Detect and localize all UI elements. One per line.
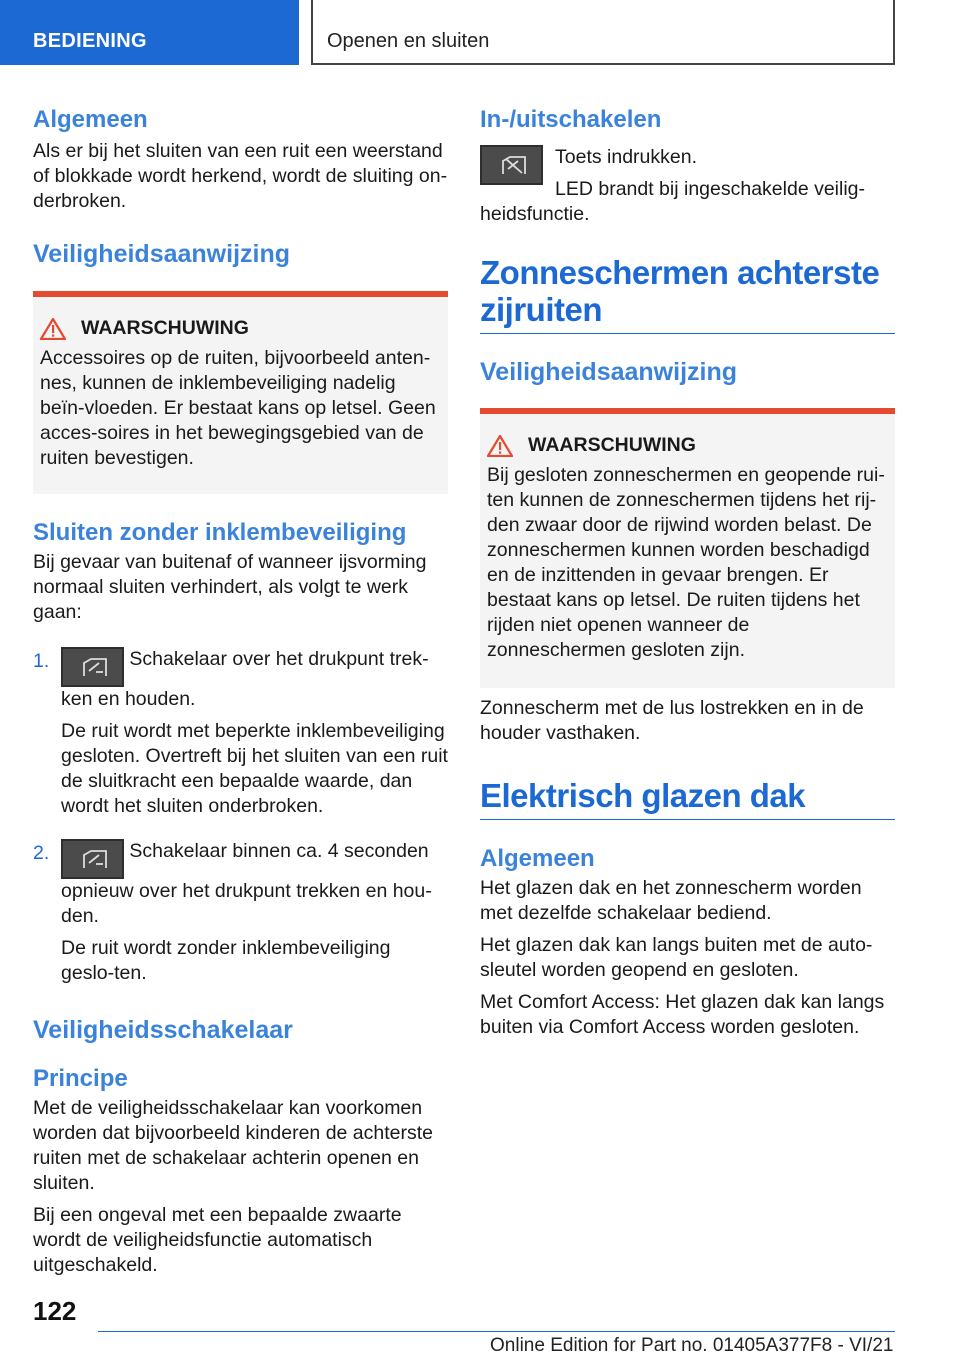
step2-subtext: De ruit wordt zonder inklembeveiliging geslo-ten. (61, 937, 391, 984)
step2-text: Schakelaar binnen ca. 4 seconden opnieuw over het drukpunt trekken en hou-den. (61, 840, 432, 927)
warning-label: WAARSCHUWING (528, 434, 696, 456)
window-switch-button-image (61, 647, 124, 687)
page-number: 122 (33, 1296, 77, 1326)
step1-text: Schakelaar over het drukpunt trek-ken en houden. (61, 648, 429, 710)
window-switch-icon (81, 849, 109, 871)
paragraph-principe-1: Met de veiligheidsschakelaar kan voorkomen worden dat bijvoorbeeld kinderen de achterste ruiten met de schakelaar achterin openen en sluiten. (33, 1097, 434, 1194)
paragraph-dak-1: Het glazen dak en het zonnescherm worden met dezelfde schakelaar bediend. (480, 877, 862, 924)
chapter-label: Openen en sluiten (327, 30, 490, 52)
warning-text: Bij gesloten zonneschermen en geopende rui-ten kunnen de zonneschermen tijdens het rij-den zwaar door de rijwind worden belast. De zonneschermen kunnen worden beschadigd en de inzittenden in gevaar brengen. Er bestaat kans op letsel. De ruiten tijdens het rijden niet openen wanneer de zonneschermen gesloten zijn. (487, 464, 885, 661)
warning-header (487, 434, 887, 457)
heading-glazen-dak (480, 777, 895, 820)
inuit-text-2: LED brandt bij ingeschakelde veilig-heidsfunctie. (480, 178, 866, 225)
heading-sluiten: Sluiten zonder inklembeveiliging (33, 519, 407, 546)
inuit-text-1: Toets indrukken. (555, 146, 697, 168)
warning-box (480, 408, 895, 688)
section-tab (0, 0, 299, 65)
warning-label: WAARSCHUWING (81, 317, 249, 339)
safety-switch-icon (500, 155, 528, 177)
paragraph-principe-2: Bij een ongeval met een bepaalde zwaarte wordt de veiligheidsfunctie automatisch uitgeschakeld. (33, 1204, 402, 1276)
paragraph-algemeen: Als er bij het sluiten van een ruit een weerstand of blokkade wordt herkend, wordt de sluiting on-derbroken. (33, 140, 448, 212)
heading-zonneschermen (480, 254, 895, 334)
paragraph-sluiten: Bij gevaar van buitenaf of wanneer ijsvorming normaal sluiten verhindert, als volgt te werk gaan: (33, 551, 427, 623)
warning-triangle-icon (487, 435, 513, 457)
left-column (33, 100, 448, 1278)
footer-edition: Online Edition for Part no. 01405A377F8 - VI/21 (490, 1335, 894, 1356)
inuit-block (480, 145, 895, 227)
footer-rule (98, 1331, 895, 1332)
heading-algemeen-2: Algemeen (480, 845, 595, 872)
zonneschermen-title: Zonneschermen achterste zijruiten (480, 254, 895, 334)
paragraph-zonnescherm: Zonnescherm met de lus lostrekken en in de houder vasthaken. (480, 697, 864, 744)
window-switch-icon (81, 657, 109, 679)
heading-veiligheidsaanwijzing: Veiligheidsaanwijzing (33, 240, 291, 268)
chapter-header (311, 0, 895, 65)
warning-text: Accessoires op de ruiten, bijvoorbeeld anten-nes, kunnen de inklembeveiliging nadelig beïn-vloeden. Er bestaat kans op letsel. Geen acces-soires in het bewegingsgebied van de ruiten bevestigen. (40, 347, 436, 469)
heading-veiligheidsaanwijzing-2: Veiligheidsaanwijzing (480, 358, 738, 386)
safety-switch-button-image (480, 145, 543, 185)
step1-subtext: De ruit wordt met beperkte inklembeveiliging gesloten. Overtreft bij het sluiten van een ruit de sluitkracht een bepaalde waarde, dan wordt het sluiten onderbroken. (61, 720, 448, 817)
window-switch-button-image (61, 839, 124, 879)
glazen-dak-title: Elektrisch glazen dak (480, 777, 895, 820)
warning-triangle-icon (40, 318, 66, 340)
step-number: 2. (33, 842, 50, 864)
heading-principe: Principe (33, 1065, 128, 1092)
step-number: 1. (33, 650, 50, 672)
warning-header (40, 317, 440, 340)
paragraph-dak-2: Het glazen dak kan langs buiten met de auto-sleutel worden geopend en gesloten. (480, 934, 873, 981)
section-label: BEDIENING (33, 30, 147, 52)
right-column (480, 100, 895, 1040)
list-item (33, 647, 448, 819)
heading-algemeen: Algemeen (33, 106, 148, 133)
heading-veiligheidsschakelaar: Veiligheidsschakelaar (33, 1016, 293, 1044)
list-item (33, 839, 448, 986)
warning-box (33, 291, 448, 494)
heading-in-uitschakelen: In-/uitschakelen (480, 106, 662, 133)
paragraph-dak-3: Met Comfort Access: Het glazen dak kan langs buiten via Comfort Access worden gesloten. (480, 991, 885, 1038)
